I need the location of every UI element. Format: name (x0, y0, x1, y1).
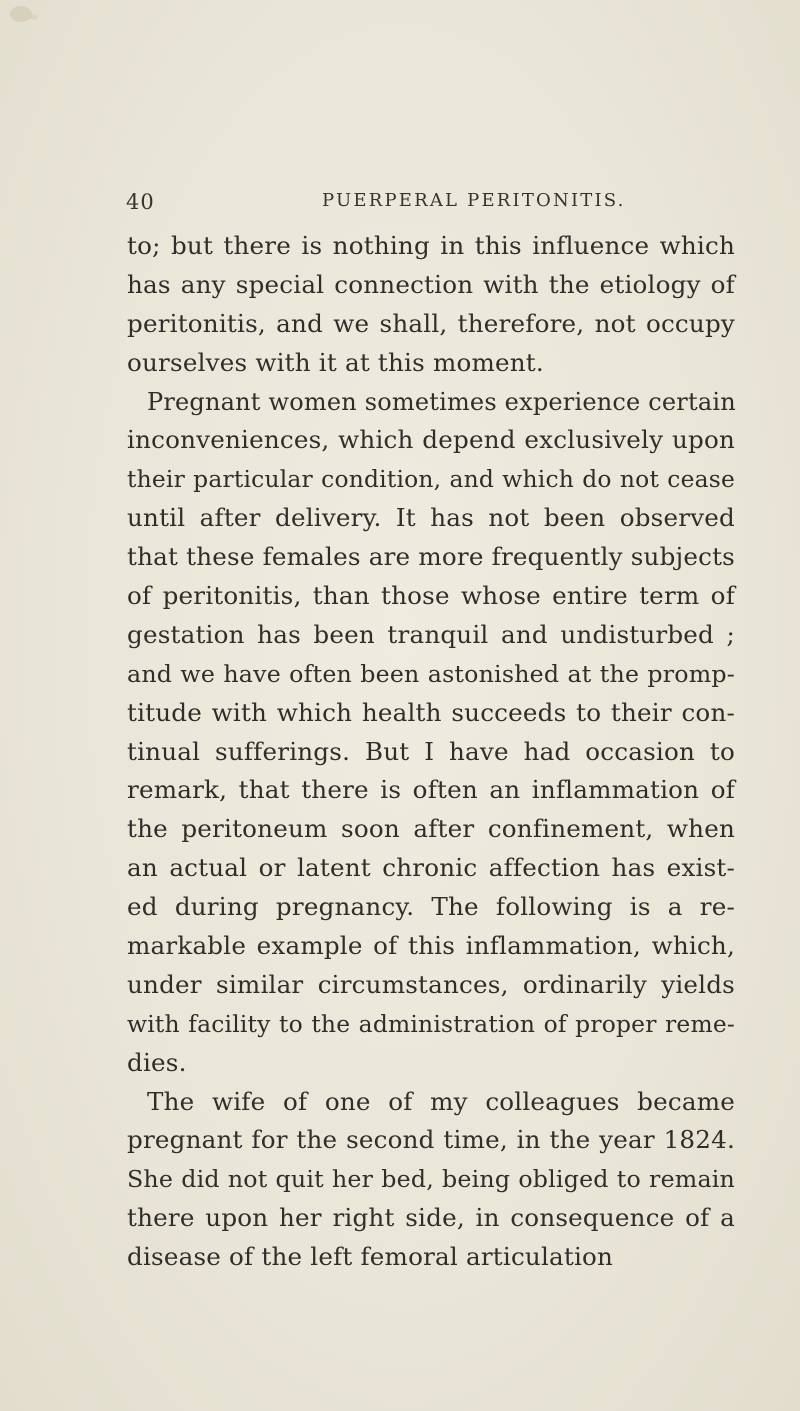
text-line: pregnant for the second time, in the year 1824. (127, 1125, 735, 1155)
paper-stain (10, 6, 32, 22)
text-line: to; but there is nothing in this influence which (127, 231, 735, 260)
running-head: PUERPERAL PERITONITIS. (322, 190, 626, 211)
text-line: there upon her right side, in consequence of a (127, 1203, 735, 1233)
text-line: tinual sufferings. But I have had occasion to (127, 736, 735, 766)
text-line: dies. (127, 1047, 187, 1077)
text-line: gestation has been tranquil and undisturbed ; (127, 619, 735, 649)
text-line: with facility to the administration of proper reme- (127, 1009, 735, 1038)
text-line: of peritonitis, than those whose entire term of (127, 581, 735, 611)
text-line: inconveniences, which depend exclusively upon (127, 425, 735, 455)
text-line: their particular condition, and which do not cease (127, 465, 735, 494)
text-line: Pregnant women sometimes experience certain (147, 387, 736, 416)
paper-stain (30, 14, 38, 20)
text-line: and we have often been astonished at the promp- (127, 659, 735, 688)
text-line: an actual or latent chronic affection has exist- (127, 853, 735, 883)
text-line: The wife of one of my colleagues became (147, 1086, 735, 1116)
text-line: under similar circumstances, ordinarily yields (127, 969, 735, 999)
text-line: ourselves with it at this moment. (127, 347, 544, 377)
text-line: that these females are more frequently subjects (127, 542, 735, 572)
text-line: peritonitis, and we shall, therefore, not occupy (127, 308, 735, 338)
text-line: the peritoneum soon after confinement, when (127, 814, 735, 844)
text-line: titude with which health succeeds to their con- (127, 697, 735, 727)
text-line: disease of the left femoral articulation (127, 1242, 614, 1272)
text-line: has any special connection with the etiology of (127, 269, 735, 299)
text-line: ed during pregnancy. The following is a re- (127, 892, 735, 922)
text-line: markable example of this inflammation, which, (127, 931, 735, 961)
text-line: She did not quit her bed, being obliged to remain (127, 1165, 735, 1194)
page-header (126, 190, 686, 220)
text-line: until after delivery. It has not been observed (127, 503, 735, 533)
page-number: 40 (126, 190, 155, 214)
text-line: remark, that there is often an inflammation of (127, 775, 735, 805)
body-text (127, 227, 735, 1277)
